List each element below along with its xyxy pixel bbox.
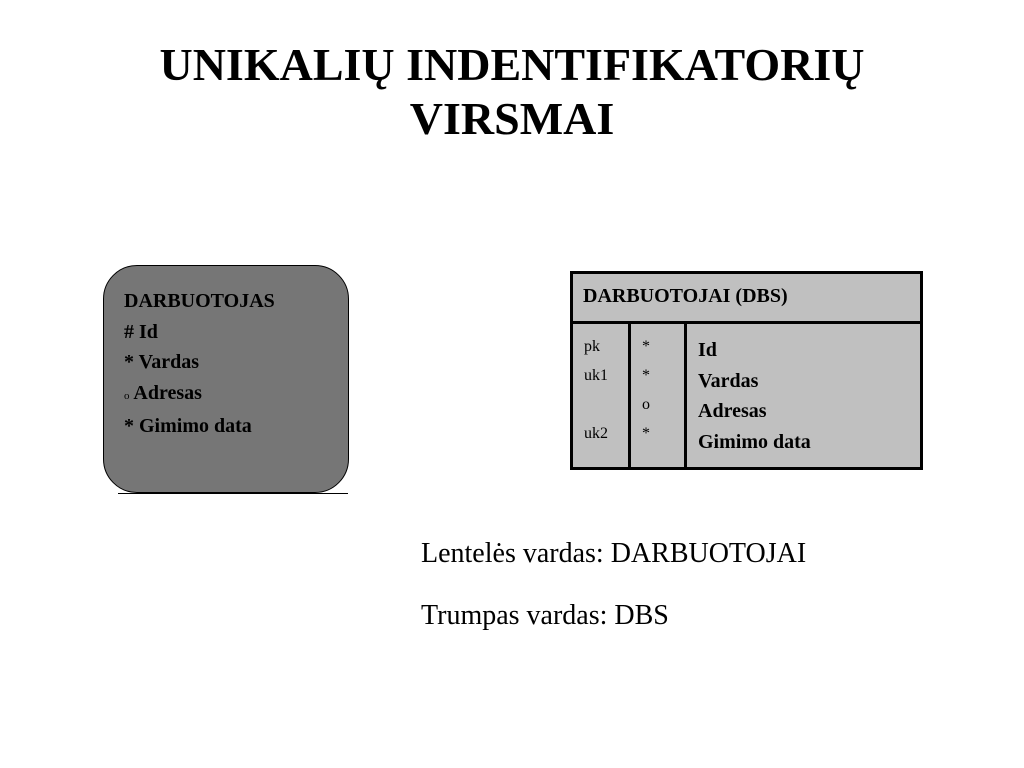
- table-diagram: [570, 271, 923, 470]
- attribute-label: Id: [139, 320, 158, 343]
- column-divider: [628, 324, 631, 467]
- entity-attribute-vardas: [124, 347, 275, 378]
- attribute-mark: *: [124, 351, 134, 373]
- optionality-cell: *: [642, 338, 650, 355]
- attribute-label: Vardas: [138, 351, 200, 373]
- entity-box: [103, 265, 349, 493]
- column-divider: [684, 324, 687, 467]
- optionality-cell: *: [642, 367, 650, 384]
- optionality-cell: o: [642, 396, 650, 413]
- entity-underline: [118, 493, 348, 494]
- attribute-label: Adresas: [133, 381, 202, 404]
- attribute-mark: o: [124, 389, 130, 402]
- column-name: Adresas: [698, 400, 767, 422]
- title-line-2: VIRSMAI: [409, 93, 615, 144]
- attribute-mark: *: [124, 415, 134, 437]
- key-column: [584, 332, 608, 448]
- entity-name: DARBUOTOJAS: [124, 290, 275, 312]
- slide-title: [0, 38, 1024, 146]
- entity-attributes: [124, 286, 275, 442]
- short-name-caption: Trumpas vardas: DBS: [421, 600, 669, 631]
- table-header: [573, 274, 920, 324]
- column-name: Id: [698, 339, 717, 361]
- column-name: Gimimo data: [698, 430, 811, 453]
- key-cell: uk2: [584, 425, 608, 442]
- title-line-1: UNIKALIŲ INDENTIFIKATORIŲ: [159, 39, 865, 90]
- attribute-label: Gimimo data: [139, 415, 252, 437]
- column-name: Vardas: [698, 369, 759, 392]
- entity-attribute-adresas: [124, 378, 275, 412]
- key-cell: [584, 390, 608, 419]
- attribute-mark: #: [124, 320, 134, 343]
- entity-attribute-id: [124, 317, 275, 348]
- table-name-caption: Lentelės vardas: DARBUOTOJAI: [421, 538, 807, 569]
- column-names: [698, 335, 811, 457]
- key-cell: pk: [584, 338, 600, 355]
- optionality-column: [642, 332, 650, 448]
- optionality-cell: *: [642, 425, 650, 442]
- key-cell: uk1: [584, 367, 608, 384]
- entity-attribute-gimimo-data: [124, 411, 275, 442]
- table-name: DARBUOTOJAI (DBS): [583, 285, 788, 307]
